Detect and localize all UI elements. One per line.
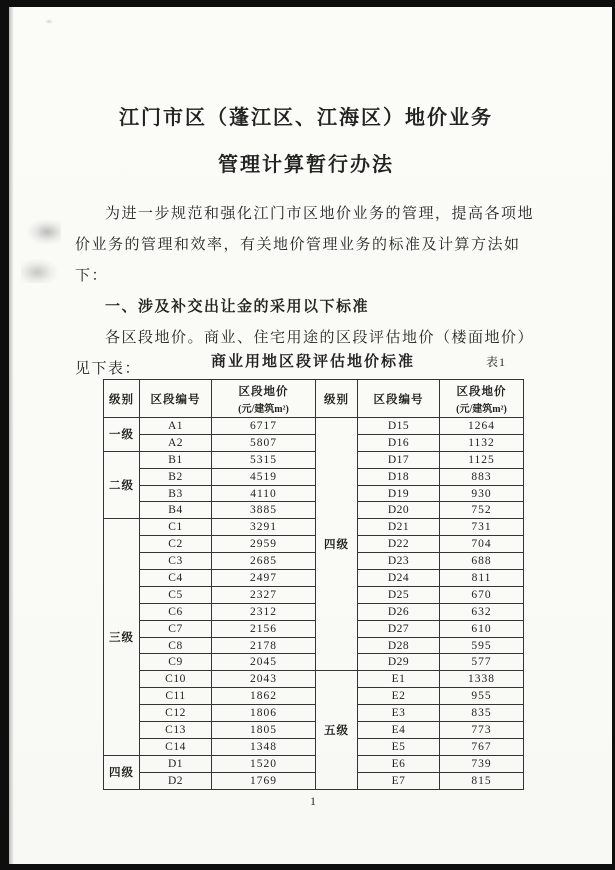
- section-code-cell: C6: [140, 603, 212, 620]
- section-price-cell: 1805: [212, 722, 316, 739]
- section-price-cell: 3885: [212, 502, 316, 519]
- table-body: [104, 418, 524, 790]
- table-row: [104, 637, 524, 654]
- document-content: [66, 7, 546, 864]
- section-code-cell: A1: [140, 418, 212, 435]
- level-cell: 一级: [104, 418, 140, 452]
- section-code-cell: E2: [358, 688, 440, 705]
- section-price-cell: 670: [440, 586, 524, 603]
- section-code-cell: C3: [140, 553, 212, 570]
- table-row: [104, 519, 524, 536]
- table-row: [104, 468, 524, 485]
- section-code-cell: D2: [140, 772, 212, 789]
- section-code-cell: D29: [358, 654, 440, 671]
- section-code-cell: E4: [358, 722, 440, 739]
- section-price-cell: 1348: [212, 738, 316, 755]
- section-price-cell: 731: [440, 519, 524, 536]
- section-price-cell: 835: [440, 705, 524, 722]
- section-price-cell: 2497: [212, 570, 316, 587]
- section-price-cell: 1862: [212, 688, 316, 705]
- section-code-cell: C7: [140, 620, 212, 637]
- section-price-cell: 4519: [212, 468, 316, 485]
- section-price-cell: 5315: [212, 451, 316, 468]
- section-price-cell: 955: [440, 688, 524, 705]
- scan-edge-shadow: [9, 7, 14, 864]
- table-row: [104, 620, 524, 637]
- section-code-cell: E6: [358, 755, 440, 772]
- section-price-cell: 2327: [212, 586, 316, 603]
- section-price-cell: 1769: [212, 772, 316, 789]
- section-code-cell: E1: [358, 671, 440, 688]
- header-code-right: 区段编号: [358, 380, 440, 418]
- section-code-cell: C4: [140, 570, 212, 587]
- section-code-cell: D16: [358, 434, 440, 451]
- margin-smudge: [27, 219, 61, 245]
- section-price-cell: 595: [440, 637, 524, 654]
- section-price-cell: 610: [440, 620, 524, 637]
- section-price-cell: 2959: [212, 536, 316, 553]
- header-code-left: 区段编号: [140, 380, 212, 418]
- section-code-cell: D1: [140, 755, 212, 772]
- section-code-cell: C13: [140, 722, 212, 739]
- document-title-line2: 管理计算暂行办法: [218, 154, 394, 176]
- section-code-cell: D28: [358, 637, 440, 654]
- table-row: [104, 451, 524, 468]
- table-row: [104, 434, 524, 451]
- level-cell: 二级: [104, 451, 140, 519]
- section-price-cell: 739: [440, 755, 524, 772]
- section-code-cell: C11: [140, 688, 212, 705]
- table-row: [104, 755, 524, 772]
- section-price-cell: 688: [440, 553, 524, 570]
- section-price-cell: 1125: [440, 451, 524, 468]
- section-code-cell: D18: [358, 468, 440, 485]
- table-header: [104, 380, 524, 418]
- section-price-cell: 5807: [212, 434, 316, 451]
- section-code-cell: C8: [140, 637, 212, 654]
- section-code-cell: C9: [140, 654, 212, 671]
- section-price-cell: 4110: [212, 485, 316, 502]
- section-price-cell: 2312: [212, 603, 316, 620]
- margin-smudge: [21, 259, 57, 283]
- table-row: [104, 705, 524, 722]
- margin-smudge: [45, 19, 53, 24]
- section-code-cell: D23: [358, 553, 440, 570]
- section-price-cell: 1264: [440, 418, 524, 435]
- table-row: [104, 485, 524, 502]
- section-code-cell: C14: [140, 738, 212, 755]
- section-price-cell: 2685: [212, 553, 316, 570]
- section-price-cell: 2045: [212, 654, 316, 671]
- table-row: [104, 654, 524, 671]
- section-code-cell: D26: [358, 603, 440, 620]
- level-cell: 三级: [104, 519, 140, 755]
- table-row: [104, 722, 524, 739]
- paragraph-table-intro: 各区段地价。商业、住宅用途的区段评估地价（楼面地价）见下表：: [75, 330, 535, 377]
- section-price-cell: 2156: [212, 620, 316, 637]
- land-price-table: [103, 379, 524, 790]
- section-price-cell: 2043: [212, 671, 316, 688]
- section-code-cell: D21: [358, 519, 440, 536]
- section-code-cell: D25: [358, 586, 440, 603]
- paper-sheet: [9, 7, 612, 864]
- section-price-cell: 2178: [212, 637, 316, 654]
- section-code-cell: D17: [358, 451, 440, 468]
- table-row: [104, 671, 524, 688]
- table-row: [104, 738, 524, 755]
- section-code-cell: A2: [140, 434, 212, 451]
- section-price-cell: 1338: [440, 671, 524, 688]
- header-level-left: 级别: [104, 380, 140, 418]
- table-row: [104, 570, 524, 587]
- section-code-cell: C10: [140, 671, 212, 688]
- section-price-cell: 1520: [212, 755, 316, 772]
- section-price-cell: 3291: [212, 519, 316, 536]
- table-row: [104, 586, 524, 603]
- section-heading-1: 一、涉及补交出让金的采用以下标准: [105, 299, 370, 315]
- section-code-cell: D24: [358, 570, 440, 587]
- section-code-cell: D20: [358, 502, 440, 519]
- section-price-cell: 632: [440, 603, 524, 620]
- table-row: [104, 688, 524, 705]
- section-price-cell: 811: [440, 570, 524, 587]
- section-price-cell: 577: [440, 654, 524, 671]
- document-title-line1: 江门市区（蓬江区、江海区）地价业务: [119, 107, 493, 129]
- header-price-left: 区段地价 (元/建筑m²): [212, 380, 316, 418]
- section-price-cell: 752: [440, 502, 524, 519]
- section-price-cell: 6717: [212, 418, 316, 435]
- section-code-cell: B4: [140, 502, 212, 519]
- header-level-right: 级别: [316, 380, 358, 418]
- section-code-cell: C5: [140, 586, 212, 603]
- section-price-cell: 883: [440, 468, 524, 485]
- table-row: [104, 772, 524, 789]
- section-code-cell: E7: [358, 772, 440, 789]
- section-code-cell: B3: [140, 485, 212, 502]
- header-price-right: 区段地价 (元/建筑m²): [440, 380, 524, 418]
- section-code-cell: D22: [358, 536, 440, 553]
- section-code-cell: C12: [140, 705, 212, 722]
- level-cell: 五级: [316, 671, 358, 789]
- section-code-cell: D27: [358, 620, 440, 637]
- table-title: 商业用地区段评估地价标准: [210, 354, 415, 370]
- section-price-cell: 930: [440, 485, 524, 502]
- section-price-cell: 1132: [440, 434, 524, 451]
- paragraph-intro: 为进一步规范和强化江门市区地价业务的管理，提高各项地价业务的管理和效率，有关地价管理业务的标准及计算方法如下：: [75, 206, 535, 284]
- section-code-cell: D19: [358, 485, 440, 502]
- section-code-cell: B2: [140, 468, 212, 485]
- page-number: 1: [310, 794, 316, 808]
- level-cell: 四级: [104, 755, 140, 789]
- section-code-cell: C2: [140, 536, 212, 553]
- table-row: [104, 502, 524, 519]
- section-code-cell: C1: [140, 519, 212, 536]
- section-code-cell: B1: [140, 451, 212, 468]
- section-price-cell: 815: [440, 772, 524, 789]
- section-code-cell: E5: [358, 738, 440, 755]
- section-price-cell: 767: [440, 738, 524, 755]
- section-price-cell: 1806: [212, 705, 316, 722]
- table-row: [104, 536, 524, 553]
- table-row: [104, 603, 524, 620]
- table-row: [104, 418, 524, 435]
- table-tag: 表1: [486, 355, 507, 369]
- level-cell: 四级: [316, 418, 358, 671]
- table-row: [104, 553, 524, 570]
- section-code-cell: D15: [358, 418, 440, 435]
- section-code-cell: E3: [358, 705, 440, 722]
- section-price-cell: 773: [440, 722, 524, 739]
- section-price-cell: 704: [440, 536, 524, 553]
